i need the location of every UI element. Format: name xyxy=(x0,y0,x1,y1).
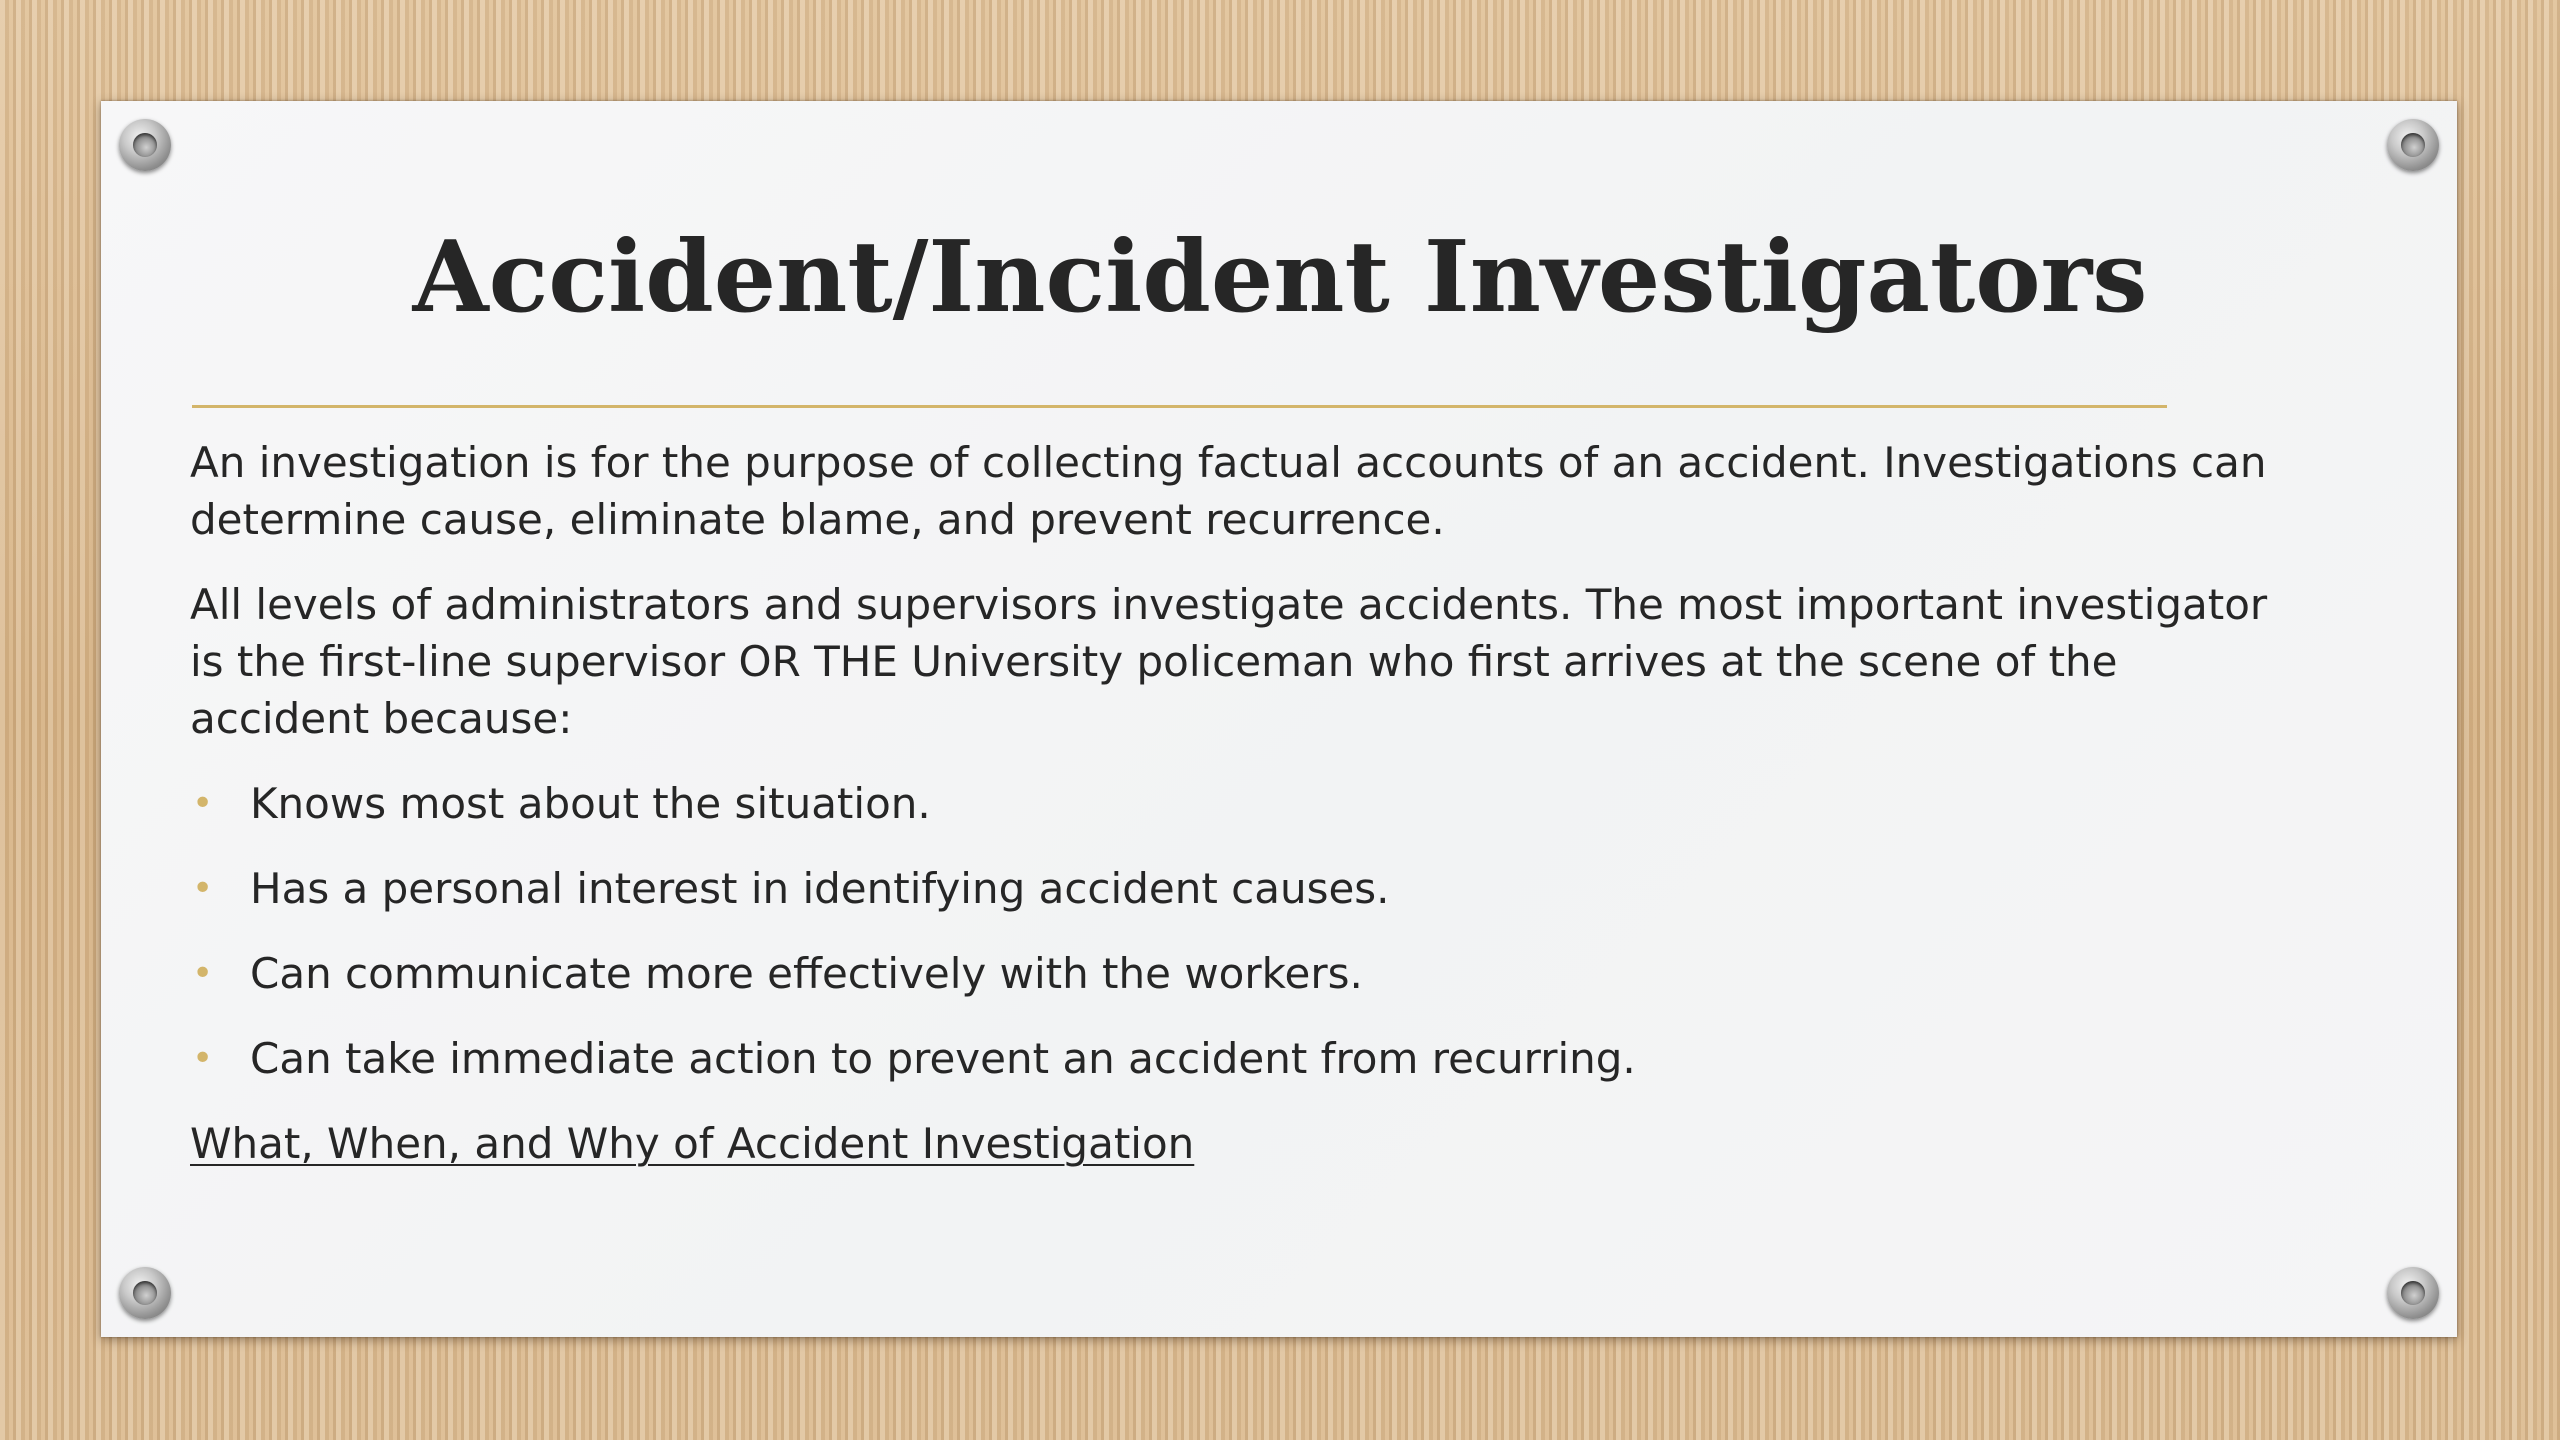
grommet-top-left xyxy=(119,119,171,171)
paragraph-investigators: All levels of administrators and supervisors investigate accidents. The most important investigator is the first-line supervisor OR THE University policeman who first arrives at the scene of the accident because: xyxy=(190,580,2268,743)
bullet-dot-icon: • xyxy=(192,1038,214,1079)
bullet-item xyxy=(190,860,2300,917)
grommet-bottom-left xyxy=(119,1267,171,1319)
paragraph-purpose: An investigation is for the purpose of collecting factual accounts of an accident. Investigations can determine cause, eliminate blame, and prevent recurrence. xyxy=(190,438,2267,544)
bullet-dot-icon: • xyxy=(192,868,214,909)
bullet-text: Has a personal interest in identifying accident causes. xyxy=(250,864,1390,913)
grommet-top-right xyxy=(2387,119,2439,171)
bullet-item xyxy=(190,775,2300,832)
bullet-text: Can take immediate action to prevent an accident from recurring. xyxy=(250,1034,1636,1083)
bullet-text: Knows most about the situation. xyxy=(250,779,931,828)
bullet-list xyxy=(190,775,2300,1087)
bullet-item xyxy=(190,1030,2300,1087)
accident-investigation-link[interactable]: What, When, and Why of Accident Investigation xyxy=(190,1119,1195,1168)
bullet-dot-icon: • xyxy=(192,783,214,824)
slide-body xyxy=(190,434,2300,1172)
title-divider xyxy=(192,405,2167,408)
bullet-item xyxy=(190,945,2300,1002)
slide-title: Accident/Incident Investigators xyxy=(412,220,2148,335)
bullet-text: Can communicate more effectively with the workers. xyxy=(250,949,1363,998)
grommet-bottom-right xyxy=(2387,1267,2439,1319)
bullet-dot-icon: • xyxy=(192,953,214,994)
